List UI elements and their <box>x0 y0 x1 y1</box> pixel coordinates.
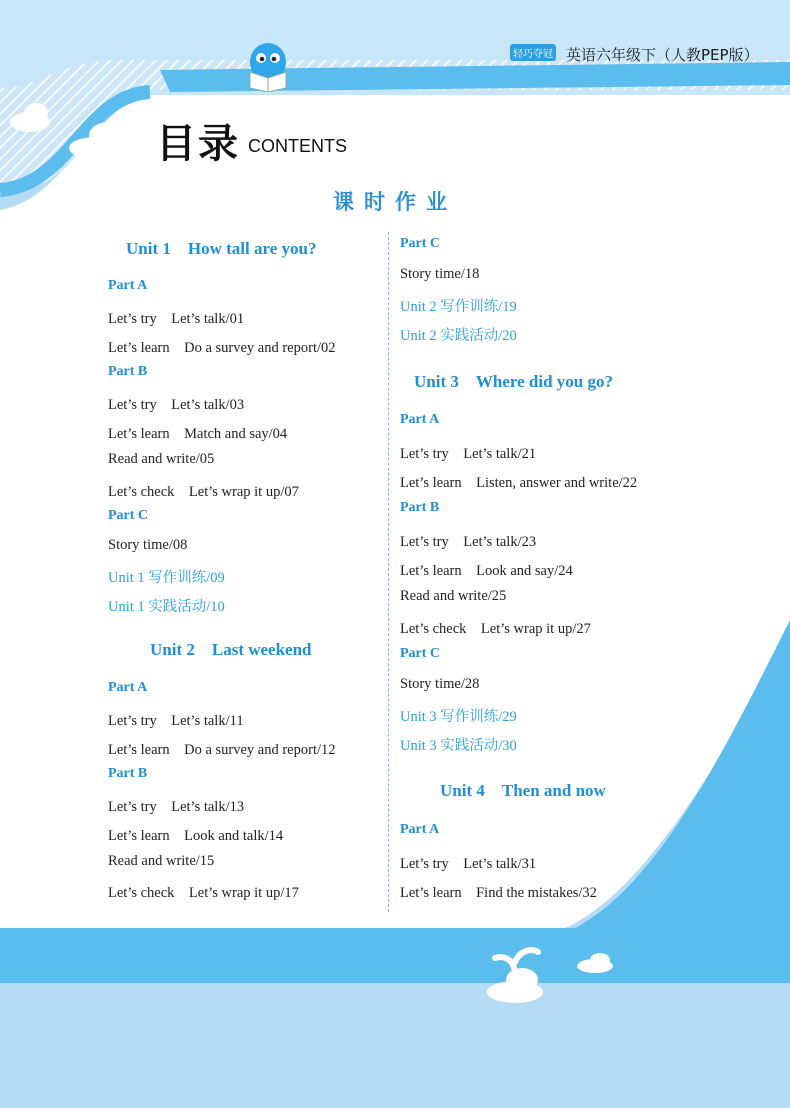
toc-entry[interactable]: Read and write/25 <box>400 588 507 604</box>
brand-logo: 轻巧夺冠 <box>510 44 556 61</box>
unit-3-title[interactable]: Unit 3 Where did you go? <box>414 372 613 391</box>
unit-1-part-b: Part B <box>108 364 148 379</box>
toc-entry[interactable]: Let’s learn Listen, answer and write/22 <box>400 475 638 491</box>
unit-3-part-a: Part A <box>400 412 440 427</box>
toc-entry[interactable]: Story time/08 <box>108 537 188 553</box>
toc-entry[interactable]: Let’s try Let’s talk/11 <box>108 713 244 729</box>
toc-entry-writing[interactable]: Unit 3 写作训练/29 <box>400 709 517 725</box>
unit-4-part-a: Part A <box>400 822 440 837</box>
toc-entry[interactable]: Let’s learn Look and talk/14 <box>108 828 284 844</box>
toc-entry[interactable]: Story time/18 <box>400 266 480 282</box>
unit-2-title[interactable]: Unit 2 Last weekend <box>150 640 312 659</box>
unit-1-title[interactable]: Unit 1 How tall are you? <box>126 239 317 258</box>
unit-3-part-b: Part B <box>400 500 440 515</box>
toc-entry[interactable]: Story time/28 <box>400 676 480 692</box>
section-title: 课时作业 <box>333 190 457 214</box>
unit-2-part-b: Part B <box>108 766 148 781</box>
toc-entry-writing[interactable]: Unit 2 写作训练/19 <box>400 299 517 315</box>
toc-entry[interactable]: Let’s try Let’s talk/13 <box>108 799 245 815</box>
toc-entry-activity[interactable]: Unit 3 实践活动/30 <box>400 738 517 754</box>
toc-entry[interactable]: Let’s try Let’s talk/23 <box>400 534 537 550</box>
toc-entry[interactable]: Let’s learn Do a survey and report/02 <box>108 340 336 356</box>
toc-entry[interactable]: Let’s learn Look and say/24 <box>400 563 573 579</box>
toc-entry[interactable]: Let’s check Let’s wrap it up/17 <box>108 885 299 901</box>
mascot-reading-icon <box>242 40 294 92</box>
toc-entry[interactable]: Let’s learn Find the mistakes/32 <box>400 885 597 901</box>
toc-entry[interactable]: Let’s try Let’s talk/31 <box>400 856 537 872</box>
toc-entry-activity[interactable]: Unit 1 实践活动/10 <box>108 599 225 615</box>
column-divider <box>388 232 389 912</box>
unit-2-part-a: Part A <box>108 680 148 695</box>
series-title: 英语六年级下（人教PEP版） <box>566 46 759 64</box>
toc-entry[interactable]: Let’s check Let’s wrap it up/27 <box>400 621 591 637</box>
toc-entry-writing[interactable]: Unit 1 写作训练/09 <box>108 570 225 586</box>
toc-entry[interactable]: Let’s learn Match and say/04 <box>108 426 288 442</box>
toc-entry-activity[interactable]: Unit 2 实践活动/20 <box>400 328 517 344</box>
unit-3-part-c: Part C <box>400 646 441 661</box>
toc-entry[interactable]: Let’s check Let’s wrap it up/07 <box>108 484 299 500</box>
unit-1-part-a: Part A <box>108 278 148 293</box>
page-subtitle: CONTENTS <box>248 136 347 156</box>
toc-entry[interactable]: Let’s learn Do a survey and report/12 <box>108 742 336 758</box>
unit-1-part-c: Part C <box>108 508 149 523</box>
toc-entry[interactable]: Let’s try Let’s talk/03 <box>108 397 245 413</box>
toc-entry[interactable]: Let’s try Let’s talk/21 <box>400 446 537 462</box>
toc-entry[interactable]: Read and write/05 <box>108 451 215 467</box>
page-title: 目录 <box>156 121 240 167</box>
toc-entry[interactable]: Let’s try Let’s talk/01 <box>108 311 245 327</box>
unit-4-title[interactable]: Unit 4 Then and now <box>440 781 606 800</box>
unit-2-part-c: Part C <box>400 236 441 251</box>
toc-entry[interactable]: Read and write/15 <box>108 853 215 869</box>
